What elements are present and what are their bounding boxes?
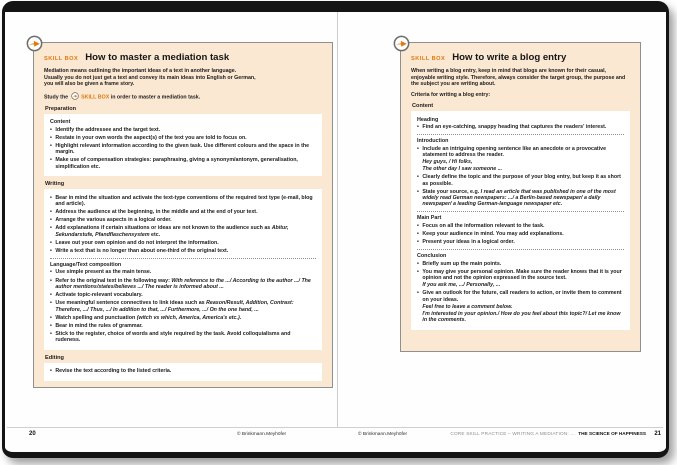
dashed-divider [417,134,624,135]
bullet-item [50,135,316,141]
italic-text-run: Reason/Result, Addition, Contrast: Therefore, .../ Thus, .../ In addition to that, .../ Furthermore, .../ On the one hand, ... [55,300,294,313]
skill-box-header [44,52,322,63]
example-line: Hey guys, / Hi folks, [422,159,473,166]
italic-text-run: (witch vs which, America, America's etc.) [136,314,240,321]
bullet-text [55,195,316,208]
bullet-item [417,231,624,237]
text-run: Activate topic-relevant vocabulary. [55,292,143,299]
skill-box-intro: When writing a blog entry, keep in mind that blogs are known for their casual, enjoyable writing style. Therefore, always consider the target group, the purpose and the subject you are writing about. [411,68,626,87]
text-run: Restate in your own words the aspect(s) of the text you are told to focus on. [55,134,247,141]
left-page-number: 20 [29,431,36,437]
bullet-marker: • [50,300,52,307]
section-header: Editing [45,354,64,361]
bullet-item [50,278,316,291]
subsection-header: Main Part [417,215,442,222]
bullet-item [50,143,316,156]
right-copyright: © Brinkmann.Meyhöfer [358,432,408,437]
text-run: Study the [44,94,70,100]
bullet-text [55,217,316,223]
skill-box-reference: SKILL BOX [81,94,110,100]
text-run: Criteria for writing a blog entry: [411,91,491,98]
text-run: etc. [149,231,161,238]
arrow-circle-icon [393,35,410,52]
bullet-item [417,124,624,130]
bullet-marker: • [50,292,52,299]
section-header: Content [412,103,434,109]
text-run: Clearly define the topic and the purpose of your blog entry, but keep it as short as possible. [422,174,621,187]
text-run: Highlight relevant information according to the given task. Use different colours and the space in the margin. [55,142,310,156]
bullet-marker: • [50,225,52,232]
bullet-marker: • [50,142,52,149]
book-title: THE SCIENCE OF HAPPINESS [578,431,646,436]
bullet-marker: • [50,194,52,201]
text-run: Make use of compensation strategies: paraphrasing, giving a synonym/antonym, generalisation, simplification etc. [55,157,298,170]
skill-box-label: SKILL BOX [44,56,79,62]
bullet-text [422,146,624,173]
bullet-marker: • [417,231,419,238]
bullet-item [50,315,316,321]
bullet-marker: • [417,188,419,195]
bullet-text [55,323,316,329]
text-run: Bear in mind the situation and activate the text-type conventions of the required text type (e-mail, blog and article). [55,194,313,207]
text-run: Leave out your own opinion and do not interpret the information. [55,239,219,246]
bullet-marker: • [50,247,52,254]
bullet-marker: • [50,134,52,141]
bullet-text [55,240,316,246]
example-line: Feel free to leave a comment below. [422,303,513,310]
skill-box-label: SKILL BOX [411,56,446,62]
bullet-text [55,135,316,141]
text-run: Use simple present as the main tense. [55,269,152,276]
text-run: Watch spelling and punctuation [55,314,137,321]
text-run: Include an intriguing opening sentence like an anecdote or a provocative statement to address the reader. [422,145,607,159]
bullet-text [55,300,316,313]
bullet-text [55,157,316,170]
bullet-marker: • [50,368,52,374]
skill-box-lead [44,92,322,101]
bullet-marker: • [417,268,419,275]
bullet-marker: • [50,277,52,284]
subsection-header: Content [50,119,71,125]
text-run: Revise the text according to the listed criteria. [55,368,172,374]
bullet-text [55,331,316,344]
bullet-item [417,223,624,229]
text-run: Bear in mind the rules of grammar. [55,322,143,329]
bullet-item [417,239,624,245]
bullet-item [50,300,316,313]
text-run: Address the audience at the beginning, in the middle and at the end of your text. [55,209,258,216]
bullet-marker: • [50,330,52,337]
bullet-text [55,368,316,374]
section-panel [44,189,322,349]
bullet-marker: • [417,260,419,267]
bullet-item [50,269,316,275]
bullet-item [417,261,624,267]
bullet-item [50,248,316,254]
example-line: I'm interested in your opinion./ How do you feel about this topic?/ Let me know in the comments. [422,310,621,323]
bullet-marker: • [417,174,419,181]
chapter-label: CORE SKILL PRACTICE – WRITING A MEDIATION: ... [450,431,575,436]
example-line: The other day I saw someone ... [422,166,503,172]
bullet-item [50,331,316,344]
dashed-divider [417,249,624,250]
bullet-item [417,146,624,173]
skill-box-header [411,52,630,63]
text-run: Present your ideas in a logical order. [422,239,515,246]
text-run: . [239,314,242,321]
bullet-text [55,292,316,298]
example-line: If you ask me, .../ Personally, ... [422,282,501,289]
text-run: Use meaningful sentence connectives to link ideas such as [55,300,207,307]
bullet-text [422,269,624,289]
skill-box-lead [411,92,630,99]
bullet-text [55,209,316,215]
bullet-item [50,225,316,238]
bullet-marker: • [50,209,52,216]
bullet-marker: • [417,124,419,131]
bullet-item [50,209,316,215]
bullet-text [55,269,316,275]
bullet-item [417,290,624,323]
bullet-marker: • [417,290,419,297]
bullet-item [417,189,624,208]
section-header: Preparation [45,105,77,112]
bullet-text [422,174,624,187]
footer-rule [7,427,663,428]
bullet-marker: • [50,314,52,321]
skill-box-intro: Mediation means outlining the important ideas of a text in another language. Usually you do not just get a text and convey its main ideas into English or German, you will also be given a frame story. [44,68,256,87]
text-run: Stick to the register, choice of words and style required by the task. Avoid colloquialisms and rudeness. [55,330,291,344]
bullet-marker: • [50,322,52,329]
text-run: in order to master a mediation task. [109,94,201,100]
bullet-marker: • [417,239,419,246]
bullet-item [50,323,316,329]
dashed-divider [417,211,624,212]
bullet-text [422,290,624,323]
bullet-marker: • [50,239,52,246]
text-run: Refer to the original text in the following way: [55,277,172,284]
arrow-circle-icon [71,92,79,100]
bullet-text [55,315,316,321]
skill-box-title: How to master a mediation task [85,52,230,63]
bullet-marker: • [417,145,419,152]
bullet-item [50,292,316,298]
bullet-item [50,157,316,170]
subsection-header: Conclusion [417,253,447,260]
section-header: Writing [45,181,65,188]
text-run: Write a text that is no longer than about one-third of the original text. [55,247,229,254]
bullet-text [55,225,316,238]
bullet-marker: • [417,223,419,229]
text-run: Identify the addressee and the target text. [55,126,161,133]
bullet-text [422,261,624,267]
italic-text-run: I read an article that was published in one of the most widely read German newspapers: .../ a Berlin-based newspaper/ a daily newspaper/ a leading German-language newspaper etc. [422,188,616,208]
text-run: Briefly sum up the main points. [422,260,502,267]
bullet-text [55,248,316,254]
bullet-item [50,240,316,246]
right-page-number: 21 [654,431,661,437]
center-fold-line [337,12,338,427]
subsection-header: Introduction [417,138,449,145]
text-run: Give an outlook for the future, call readers to action, or invite them to comment on your ideas. [422,290,622,303]
dashed-divider [50,258,316,259]
page-spread [5,12,666,452]
section-panel [44,114,322,177]
bullet-item [50,217,316,223]
bullet-text [55,278,316,291]
bullet-text [422,239,624,245]
text-run: Add explanations if certain situations or ideas are not known to the audience such as [55,225,272,232]
italic-text-run: With reference to the .../ According to the author .../ The author mentions/states/believes .../ The reader is informed about ... [55,277,311,290]
bullet-marker: • [50,126,52,133]
text-run: Focus on all the information relevant to the task. [422,223,545,229]
bullet-text [55,143,316,156]
subsection-header: Heading [417,116,439,123]
bullet-text [422,223,624,229]
section-panel [44,363,322,381]
bullet-item [50,368,316,374]
left-copyright: © Brinkmann.Meyhöfer [237,432,287,437]
section-panel [411,111,630,330]
italic-text-run: Abitur, Sekundarstufe, Pfandflaschensystem [55,225,289,238]
bullet-marker: • [50,157,52,164]
bullet-marker: • [50,217,52,224]
text-run: Find an eye-catching, snappy heading that captures the readers' interest. [422,124,607,131]
text-run: You may give your personal opinion. Make sure the reader knows that it is your opinion and not the opinion expressed in the source text. [422,268,622,282]
right-footer [450,431,661,437]
bullet-marker: • [50,269,52,276]
skill-box-title: How to write a blog entry [452,52,567,63]
text-run: Keep your audience in mind. You may add explanations. [422,231,564,238]
bullet-text [422,189,624,208]
bullet-item [417,269,624,289]
text-run: Arrange the various aspects in a logical order. [55,217,172,224]
skill-box-blog-entry [400,42,641,352]
bullet-item [50,195,316,208]
arrow-circle-icon [26,35,43,52]
subsection-header: Language/Text composition [50,261,122,268]
bullet-item [417,174,624,187]
book-viewer-frame [2,1,669,458]
bullet-text [422,231,624,237]
bullet-text [422,124,624,130]
skill-box-mediation [33,42,333,388]
bullet-item [50,127,316,133]
text-run: State your source, e.g. [422,188,481,195]
bullet-text [55,127,316,133]
